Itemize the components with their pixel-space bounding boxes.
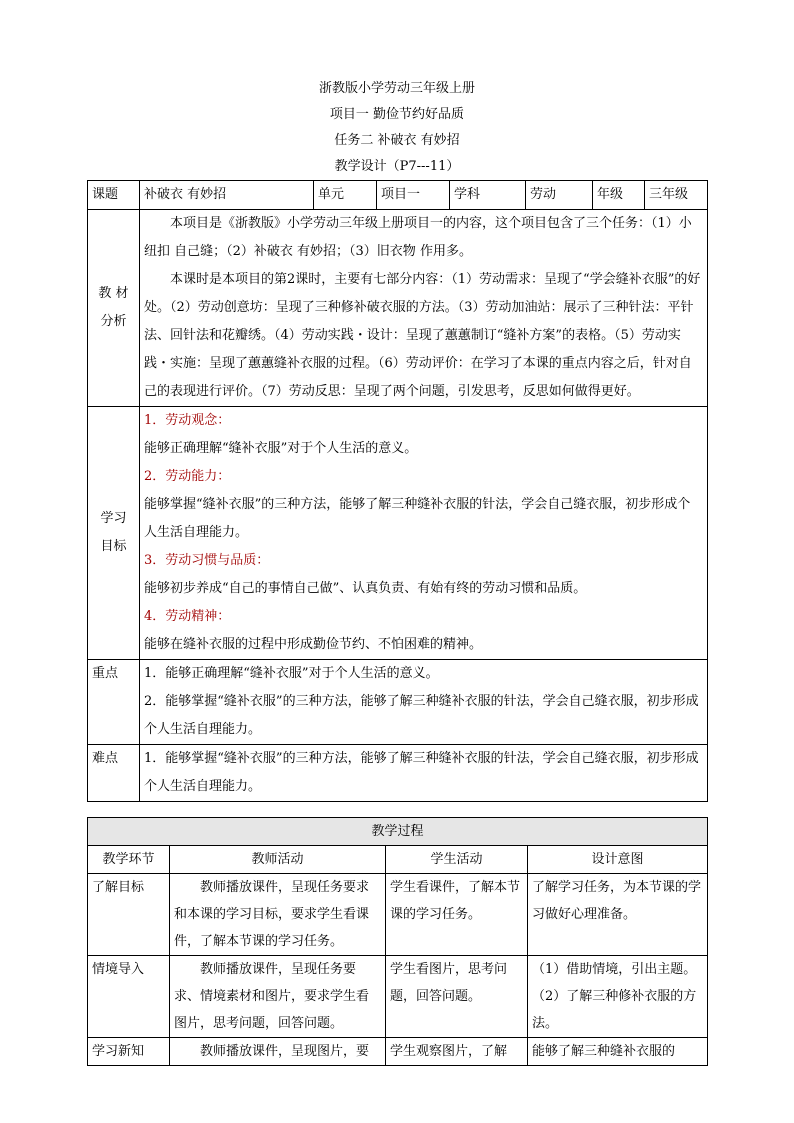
unit-label: 单元 xyxy=(314,181,377,210)
objectives-content xyxy=(140,407,708,660)
analysis-row xyxy=(88,210,708,407)
task-title: 任务二 补破衣 有妙招 xyxy=(334,133,460,148)
teaching-process-table xyxy=(87,817,708,1066)
process-row xyxy=(88,874,708,956)
key-point: 2．能够掌握“缝补衣服”的三种方法，能够了解三种缝补衣服的针法，学会自己缝衣服，初步形成个人生活自理能力。 xyxy=(144,694,699,737)
stage-cell: 学习新知 xyxy=(88,1038,170,1066)
process-title-row xyxy=(88,818,708,846)
key-points-label: 重点 xyxy=(88,660,140,745)
column-header: 设计意图 xyxy=(528,846,708,874)
topic-row xyxy=(88,181,708,210)
lesson-info-table xyxy=(87,180,708,802)
analysis-label: 教 材 分析 xyxy=(88,210,140,407)
subject-label: 学科 xyxy=(450,181,526,210)
topic-value: 补破衣 有妙招 xyxy=(140,181,314,210)
book-title: 浙教版小学劳动三年级上册 xyxy=(318,81,475,96)
analysis-paragraph: 本课时是本项目的第2课时，主要有七部分内容：（1）劳动需求：呈现了“学会缝补衣服”的好处。（2）劳动创意坊：呈现了三种修补破衣服的方法。（3）劳动加油站：展示了三种针法：平针法、回针法和花瓣绣。（4）劳动实践・设计：呈现了蕙蕙制订“缝补方案”的表格。（5）劳动实践・实施：呈现了蕙蕙缝补衣服的过程。（6）劳动评价：在学习了本课的重点内容之后，针对自己的表现进行评价。（7）劳动反思：呈现了两个问题，引发思考，反思如何做得更好。 xyxy=(144,272,701,399)
grade-value: 三年级 xyxy=(645,181,708,210)
teacher-activity-cell: 教师播放课件，呈现任务要求、情境素材和图片，要求学生看图片，思考问题，回答问题。 xyxy=(170,956,386,1038)
column-header: 教师活动 xyxy=(170,846,386,874)
student-activity-cell: 学生看课件，了解本节课的学习任务。 xyxy=(386,874,528,956)
stage-cell: 了解目标 xyxy=(88,874,170,956)
design-intent-cell: 能够了解三种缝补衣服的 xyxy=(528,1038,708,1066)
key-point: 1．能够正确理解“缝补衣服”对于个人生活的意义。 xyxy=(144,666,439,681)
unit-value: 项目一 xyxy=(377,181,450,210)
objective-text: 能够正确理解“缝补衣服”对于个人生活的意义。 xyxy=(144,441,418,456)
objectives-label: 学习 目标 xyxy=(88,407,140,660)
objective-title: 1．劳动观念： xyxy=(144,413,231,428)
analysis-content xyxy=(140,210,708,407)
column-header: 学生活动 xyxy=(386,846,528,874)
difficulty-point: 1．能够掌握“缝补衣服”的三种方法，能够了解三种缝补衣服的针法，学会自己缝衣服，初步形成个人生活自理能力。 xyxy=(144,751,699,794)
student-activity-cell: 学生观察图片，了解 xyxy=(386,1038,528,1066)
topic-label: 课题 xyxy=(88,181,140,210)
teacher-activity-cell: 教师播放课件，呈现任务要求和本课的学习目标，要求学生看课件，了解本节课的学习任务。 xyxy=(170,874,386,956)
project-title: 项目一 勤俭节约好品质 xyxy=(329,107,465,122)
objective-title: 3．劳动习惯与品质： xyxy=(144,553,270,568)
objective-title: 2．劳动能力： xyxy=(144,469,231,484)
document-title-block xyxy=(0,76,794,180)
design-intent-cell: （1）借助情境，引出主题。（2）了解三种修补衣服的方法。 xyxy=(528,956,708,1038)
teacher-activity-cell: 教师播放课件，呈现图片，要 xyxy=(170,1038,386,1066)
analysis-paragraph: 本项目是《浙教版》小学劳动三年级上册项目一的内容，这个项目包含了三个任务：（1）小纽扣 自己缝；（2）补破衣 有妙招；（3）旧衣物 作用多。 xyxy=(144,216,692,259)
objectives-row xyxy=(88,407,708,660)
grade-label: 年级 xyxy=(593,181,645,210)
design-intent-cell: 了解学习任务，为本节课的学习做好心理准备。 xyxy=(528,874,708,956)
objective-text: 能够掌握“缝补衣服”的三种方法，能够了解三种缝补衣服的针法，学会自己缝衣服，初步形成个人生活自理能力。 xyxy=(144,497,691,540)
column-header: 教学环节 xyxy=(88,846,170,874)
key-points-row xyxy=(88,660,708,745)
objective-title: 4．劳动精神： xyxy=(144,609,231,624)
process-row xyxy=(88,1038,708,1066)
objective-text: 能够初步养成“自己的事情自己做”、认真负责、有始有终的劳动习惯和品质。 xyxy=(144,581,587,596)
subject-value: 劳动 xyxy=(526,181,593,210)
objective-text: 能够在缝补衣服的过程中形成勤俭节约、不怕困难的精神。 xyxy=(144,637,483,652)
student-activity-cell: 学生看图片，思考问题，回答问题。 xyxy=(386,956,528,1038)
process-row xyxy=(88,956,708,1038)
difficulties-label: 难点 xyxy=(88,745,140,802)
difficulties-content xyxy=(140,745,708,802)
design-title: 教学设计（P7---11） xyxy=(334,159,460,174)
stage-cell: 情境导入 xyxy=(88,956,170,1038)
process-header-row xyxy=(88,846,708,874)
process-title: 教学过程 xyxy=(88,818,708,846)
difficulties-row xyxy=(88,745,708,802)
key-points-content xyxy=(140,660,708,745)
